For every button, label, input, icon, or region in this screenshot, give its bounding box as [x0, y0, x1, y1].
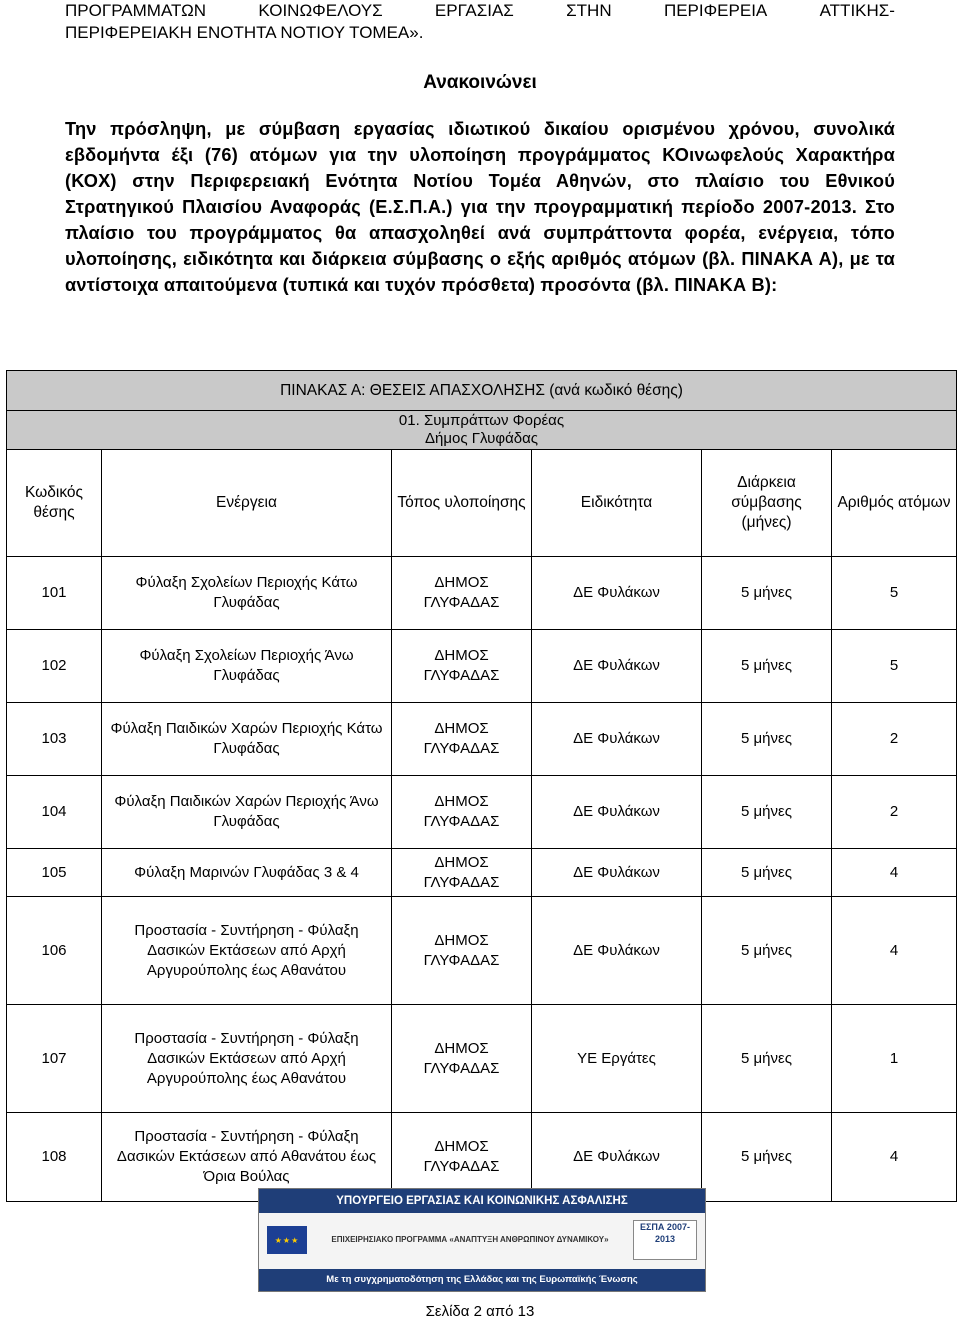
header-word: ΕΡΓΑΣΙΑΣ — [434, 1, 514, 20]
page-heading: Ανακοινώνει — [423, 72, 537, 93]
cell-action: Φύλαξη Παιδικών Χαρών Περιοχής Άνω Γλυφάδας — [102, 776, 392, 849]
column-header-location: Τόπος υλοποίησης — [392, 450, 532, 557]
banner-logos — [267, 1219, 697, 1261]
header-word: ΠΡΟΓΡΑΜΜΑΤΩΝ — [65, 1, 207, 20]
cell-code: 108 — [7, 1113, 102, 1202]
table-title: ΠΙΝΑΚΑΣ Α: ΘΕΣΕΙΣ ΑΠΑΣΧΟΛΗΣΗΣ (ανά κωδικό θέσης) — [7, 371, 957, 411]
cell-duration: 5 μήνες — [702, 849, 832, 897]
cell-count: 1 — [832, 1005, 957, 1113]
cell-duration: 5 μήνες — [702, 1005, 832, 1113]
table-row — [7, 630, 957, 703]
cell-specialty: ΔΕ Φυλάκων — [532, 1113, 702, 1202]
table-title-row — [7, 371, 957, 411]
cell-count: 5 — [832, 557, 957, 630]
cell-code: 101 — [7, 557, 102, 630]
partner-municipality: Δήμος Γλυφάδας — [425, 430, 538, 447]
table-row — [7, 703, 957, 776]
cell-count: 2 — [832, 776, 957, 849]
cell-count: 4 — [832, 897, 957, 1005]
table-row — [7, 849, 957, 897]
cell-specialty: ΔΕ Φυλάκων — [532, 630, 702, 703]
cell-specialty: ΥΕ Εργάτες — [532, 1005, 702, 1113]
header-word: ΚΟΙΝΩΦΕΛΟΥΣ — [258, 1, 383, 20]
column-header-duration: Διάρκεια σύμβασης (μήνες) — [702, 450, 832, 557]
cell-duration: 5 μήνες — [702, 776, 832, 849]
cell-code: 107 — [7, 1005, 102, 1113]
header-word: ΣΤΗΝ — [566, 1, 612, 20]
cell-duration: 5 μήνες — [702, 557, 832, 630]
eu-flag-icon: ★★★ — [267, 1226, 307, 1254]
cell-count: 5 — [832, 630, 957, 703]
cell-specialty: ΔΕ Φυλάκων — [532, 776, 702, 849]
table-header-row — [7, 450, 957, 557]
program-logo: ΕΠΙΧΕΙΡΗΣΙΑΚΟ ΠΡΟΓΡΑΜΜΑ «ΑΝΑΠΤΥΞΗ ΑΝΘΡΩΠΙΝΟΥ ΔΥΝΑΜΙΚΟΥ» — [331, 1235, 609, 1244]
funding-banner — [258, 1188, 706, 1292]
cell-location: ΔΗΜΟΣ ΓΛΥΦΑΔΑΣ — [392, 630, 532, 703]
cell-count: 4 — [832, 1113, 957, 1202]
espa-logo: ΕΣΠΑ 2007-2013 — [633, 1220, 697, 1260]
cell-action: Φύλαξη Παιδικών Χαρών Περιοχής Κάτω Γλυφάδας — [102, 703, 392, 776]
cell-duration: 5 μήνες — [702, 630, 832, 703]
cell-location: ΔΗΜΟΣ ΓΛΥΦΑΔΑΣ — [392, 897, 532, 1005]
cell-specialty: ΔΕ Φυλάκων — [532, 849, 702, 897]
cell-location: ΔΗΜΟΣ ΓΛΥΦΑΔΑΣ — [392, 703, 532, 776]
cell-location: ΔΗΜΟΣ ΓΛΥΦΑΔΑΣ — [392, 849, 532, 897]
partner-name: 01. Συμπράττων Φορέας — [398, 412, 565, 429]
column-header-action: Ενέργεια — [102, 450, 392, 557]
cell-specialty: ΔΕ Φυλάκων — [532, 557, 702, 630]
cell-location: ΔΗΜΟΣ ΓΛΥΦΑΔΑΣ — [392, 1113, 532, 1202]
cell-specialty: ΔΕ Φυλάκων — [532, 703, 702, 776]
header-fragment-line1 — [65, 0, 895, 22]
cell-code: 106 — [7, 897, 102, 1005]
cell-action: Προστασία - Συντήρηση - Φύλαξη Δασικών Εκτάσεων από Αθανάτου έως Όρια Βούλας — [102, 1113, 392, 1202]
cell-code: 103 — [7, 703, 102, 776]
cell-action: Προστασία - Συντήρηση - Φύλαξη Δασικών Εκτάσεων από Αρχή Αργυρούπολης έως Αθανάτου — [102, 1005, 392, 1113]
cell-count: 2 — [832, 703, 957, 776]
table-row — [7, 897, 957, 1005]
header-word: ΠΕΡΙΦΕΡΕΙΑ — [663, 1, 768, 20]
cell-count: 4 — [832, 849, 957, 897]
page-number: Σελίδα 2 από 13 — [425, 1303, 535, 1320]
positions-table — [6, 370, 957, 1202]
header-word: ΑΤΤΙΚΗΣ- — [819, 1, 895, 20]
cell-code: 105 — [7, 849, 102, 897]
header-fragment-line2: ΠΕΡΙΦΕΡΕΙΑΚΗ ΕΝΟΤΗΤΑ ΝΟΤΙΟΥ ΤΟΜΕΑ». — [65, 23, 424, 42]
column-header-count: Αριθμός ατόμων — [832, 450, 957, 557]
cell-duration: 5 μήνες — [702, 1113, 832, 1202]
table-row — [7, 557, 957, 630]
cell-specialty: ΔΕ Φυλάκων — [532, 897, 702, 1005]
table-partner-row — [7, 411, 957, 450]
column-header-code: Κωδικός θέσης — [7, 450, 102, 557]
cell-action: Φύλαξη Σχολείων Περιοχής Άνω Γλυφάδας — [102, 630, 392, 703]
cell-location: ΔΗΜΟΣ ΓΛΥΦΑΔΑΣ — [392, 1005, 532, 1113]
cell-action: Προστασία - Συντήρηση - Φύλαξη Δασικών Εκτάσεων από Αρχή Αργυρούπολης έως Αθανάτου — [102, 897, 392, 1005]
cell-duration: 5 μήνες — [702, 897, 832, 1005]
cell-location: ΔΗΜΟΣ ΓΛΥΦΑΔΑΣ — [392, 776, 532, 849]
banner-title: ΥΠΟΥΡΓΕΙΟ ΕΡΓΑΣΙΑΣ ΚΑΙ ΚΟΙΝΩΝΙΚΗΣ ΑΣΦΑΛΙΣΗΣ — [259, 1189, 705, 1213]
cell-action: Φύλαξη Μαρινών Γλυφάδας 3 & 4 — [102, 849, 392, 897]
column-header-specialty: Ειδικότητα — [532, 450, 702, 557]
cell-location: ΔΗΜΟΣ ΓΛΥΦΑΔΑΣ — [392, 557, 532, 630]
table-row — [7, 776, 957, 849]
table-row — [7, 1005, 957, 1113]
cell-code: 104 — [7, 776, 102, 849]
cell-code: 102 — [7, 630, 102, 703]
cell-action: Φύλαξη Σχολείων Περιοχής Κάτω Γλυφάδας — [102, 557, 392, 630]
table-partner — [7, 411, 957, 450]
cell-duration: 5 μήνες — [702, 703, 832, 776]
banner-motto: Με τη συγχρηματοδότηση της Ελλάδας και της Ευρωπαϊκής Ένωσης — [259, 1269, 705, 1291]
intro-paragraph: Την πρόσληψη, με σύμβαση εργασίας ιδιωτικού δικαίου ορισμένου χρόνου, συνολικά εβδομήντα έξι (76) ατόμων για την υλοποίηση προγράμματος ΚΟινωφελούς Χαρακτήρα (ΚΟΧ) στην Περιφερειακή Ενότητα Νοτίου Τομέα Αθηνών, στο πλαίσιο του Εθνικού Στρατηγικού Πλαισίου Αναφοράς (Ε.Σ.Π.Α.) για την προγραμματική περίοδο 2007-2013. Στο πλαίσιο του προγράμματος θα απασχοληθεί ανά συμπράττοντα φορέα, ενέργεια, τόπο υλοποίησης, ειδικότητα και διάρκεια σύμβασης ο εξής αριθμός ατόμων (βλ. ΠΙΝΑΚΑ Α), με τα αντίστοιχα απαιτούμενα (τυπικά και τυχόν πρόσθετα) προσόντα (βλ. ΠΙΝΑΚΑ Β): — [65, 119, 895, 295]
